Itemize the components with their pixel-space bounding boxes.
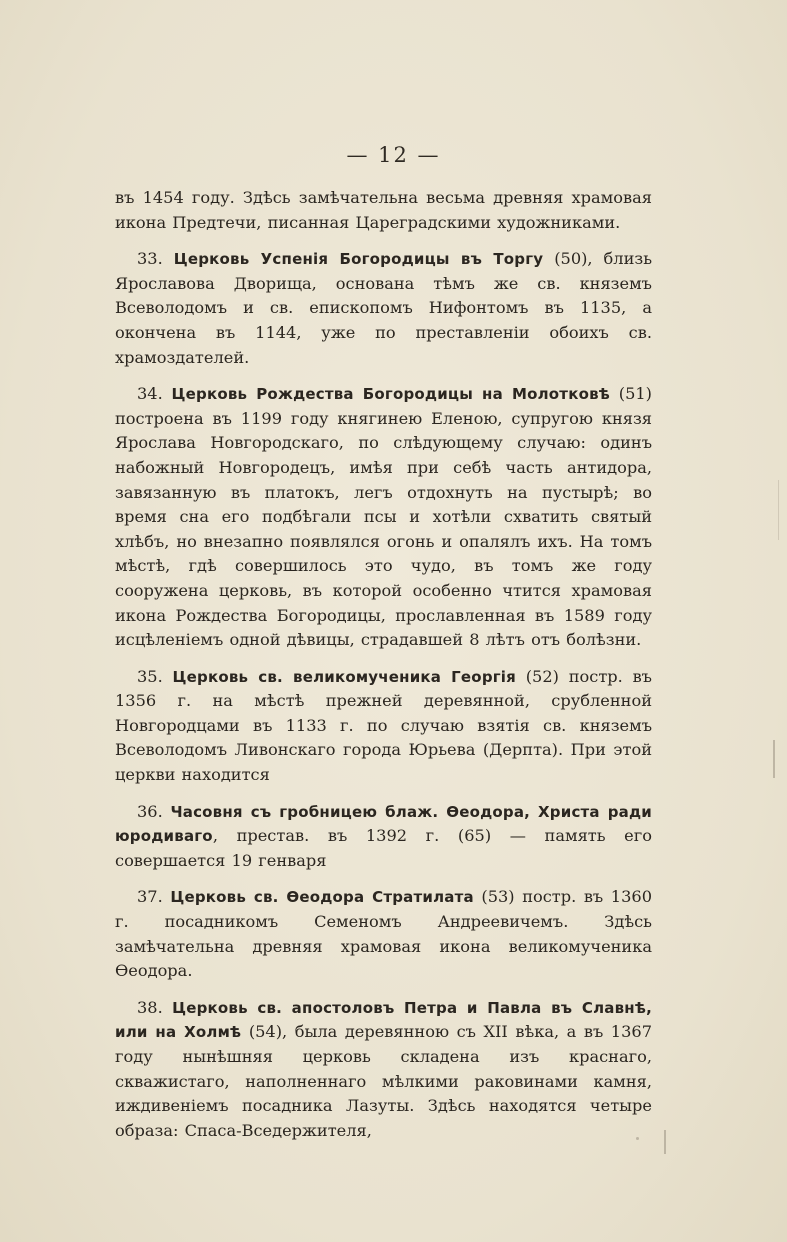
paragraph-title: Часовня съ гробницею блаж. Ѳеодора, Христа ради юродиваго: [115, 802, 652, 846]
page-number: — 12 —: [346, 143, 441, 167]
paragraph-number: 38.: [137, 997, 163, 1017]
paragraph-title: Церковь Рождества Богородицы на Молотковѣ: [171, 385, 611, 404]
paragraph-number: 34.: [137, 384, 163, 404]
paragraph-text: (53) постр. въ 1360 г. посадникомъ Семеномъ Андреевичемъ. Здѣсь замѣчательна древняя храмовая икона великомученика Ѳеодора.: [115, 887, 652, 981]
paragraph-continuation: [115, 186, 652, 235]
paragraph-text: (51) построена въ 1199 году княгинею Еленою, супругою князя Ярослава Новгородскаго, по слѣдующему случаю: одинъ набожный Новгородецъ, имѣя при себѣ часть антидора, завязанную въ платокъ, легъ отдохнуть на пустырѣ; во время сна его подбѣгали псы и хотѣли схватить святый хлѣбъ, но внезапно появлялся огонь и опалялъ ихъ. На томъ мѣстѣ, гдѣ совершилось это чудо, въ томъ же году сооружена церковь, въ которой особенно чтится храмовая икона Рождества Богородицы, прославленная въ 1589 году исцѣленіемъ одной дѣвицы, страдавшей 8 лѣтъ отъ болѣзни.: [115, 384, 653, 650]
paragraph-title: Церковь св. апостоловъ Петра и Павла въ Славнѣ, или на Холмѣ: [115, 998, 652, 1042]
scan-speck: [773, 740, 775, 778]
paragraph-number: 35.: [137, 666, 163, 686]
paragraph-title: Церковь св. великомученика Георгія: [172, 667, 516, 686]
paragraph-37: [115, 885, 652, 983]
paragraph-34: [115, 382, 652, 653]
paragraph-text: , престав. въ 1392 г. (65) — память его совершается 19 генваря: [115, 826, 652, 870]
scan-speck: [636, 1137, 639, 1140]
text-block: [115, 186, 652, 1143]
paragraph-number: 37.: [137, 887, 163, 907]
paragraph-33: [115, 247, 652, 370]
paragraph-title: Церковь Успенія Богородицы въ Торгу: [173, 250, 544, 269]
paragraph-title: Церковь св. Ѳеодора Стратилата: [170, 888, 474, 907]
paragraph-number: 36.: [137, 801, 163, 821]
paragraph-text: (54), была деревянною съ XII вѣка, а въ 1367 году нынѣшняя церковь складена изъ краснаго, скважистаго, наполненнаго мѣлкими раковинами камня, иждивеніемъ посадника Лазуты. Здѣсь находятся четыре образа: Спаса-Вседержителя,: [115, 1022, 652, 1140]
paragraph-38: [115, 996, 652, 1144]
paragraph-36: [115, 800, 652, 874]
scan-speck: [664, 1130, 666, 1154]
paragraph-number: 33.: [137, 249, 163, 269]
scan-speck: [778, 480, 779, 540]
paragraph-35: [115, 665, 652, 788]
paragraph-text: въ 1454 году. Здѣсь замѣчательна весьма древняя храмовая икона Предтечи, писанная Цареградскими художниками.: [115, 188, 652, 232]
paragraph-text: (52) постр. въ 1356 г. на мѣстѣ прежней деревянной, срубленной Новгородцами въ 1133 г. по случаю взятія св. княземъ Всеволодомъ Ливонскаго города Юрьева (Дерпта). При этой церкви находится: [115, 666, 652, 785]
paragraph-text: (50), близь Ярославова Дворища, основана тѣмъ же св. княземъ Всеволодомъ и св. епископомъ Нифонтомъ въ 1135, а окончена въ 1144, уже по преставленіи обоихъ св. храмоздателей.: [115, 249, 653, 367]
